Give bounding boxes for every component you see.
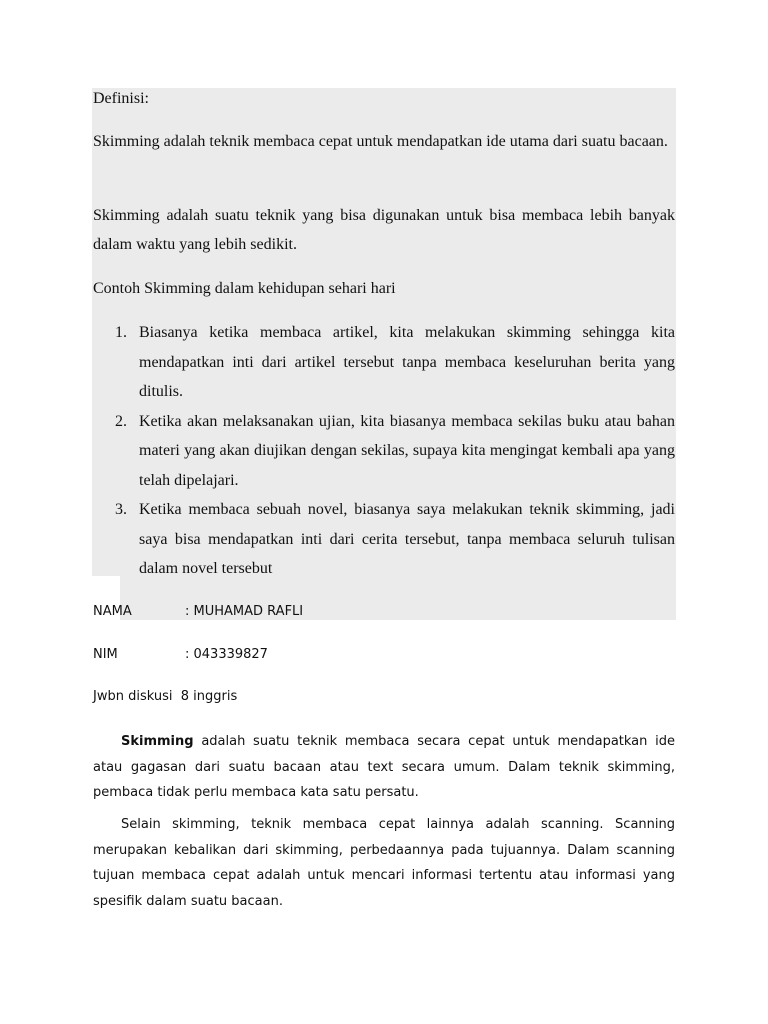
bold-term: Skimming	[121, 734, 194, 749]
name-row	[93, 602, 393, 622]
answer-heading: Jwbn diskusi 8 inggris	[93, 689, 238, 704]
paragraph-text: adalah suatu teknik membaca secara cepat untuk mendapatkan ide atau gagasan dari suatu bacaan atau text secara umum. Dalam teknik skimming, pembaca tidak perlu membaca kata satu persatu.	[93, 734, 675, 800]
name-value: : MUHAMAD RAFLI	[185, 604, 304, 619]
nim-row	[93, 645, 393, 665]
nim-label: NIM	[93, 647, 118, 662]
list-item-text: Ketika akan melaksanakan ujian, kita biasanya membaca sekilas buku atau bahan materi yang akan diujikan dengan sekilas, supaya kita mengingat kembali apa yang telah dipelajari.	[139, 412, 675, 489]
list-number: 1.	[115, 324, 127, 341]
examples-heading: Contoh Skimming dalam kehidupan sehari hari	[93, 280, 396, 297]
list-number: 2.	[115, 412, 127, 430]
examples-list	[93, 318, 675, 584]
nim-value: : 043339827	[185, 647, 268, 662]
list-item-text: Ketika membaca sebuah novel, biasanya saya melakukan teknik skimming, jadi saya bisa mendapatkan inti dari cerita tersebut, tanpa membaca seluruh tulisan dalam novel tersebut	[139, 501, 675, 577]
section-heading: Definisi:	[93, 90, 149, 107]
definition-paragraph: Skimming adalah teknik membaca cepat untuk mendapatkan ide utama dari suatu bacaan.	[93, 133, 668, 150]
list-number: 3.	[115, 501, 127, 518]
definition-paragraph: Skimming adalah suatu teknik yang bisa digunakan untuk bisa membaca lebih banyak dalam waktu yang lebih sedikit.	[93, 207, 675, 253]
list-item	[93, 318, 675, 407]
list-item	[93, 407, 675, 496]
answer-paragraph: Selain skimming, teknik membaca cepat lainnya adalah scanning. Scanning merupakan kebalikan dari skimming, perbedaannya pada tujuannya. Dalam scanning tujuan membaca cepat adalah untuk mencari informasi tertentu atau informasi yang spesifik dalam suatu bacaan.	[93, 817, 675, 909]
answer-paragraph	[93, 729, 675, 806]
list-item-text: Biasanya ketika membaca artikel, kita melakukan skimming sehingga kita mendapatkan inti dari artikel tersebut tanpa membaca keseluruhan berita yang ditulis.	[139, 324, 675, 400]
list-item	[93, 495, 675, 584]
name-label: NAMA	[93, 604, 132, 619]
